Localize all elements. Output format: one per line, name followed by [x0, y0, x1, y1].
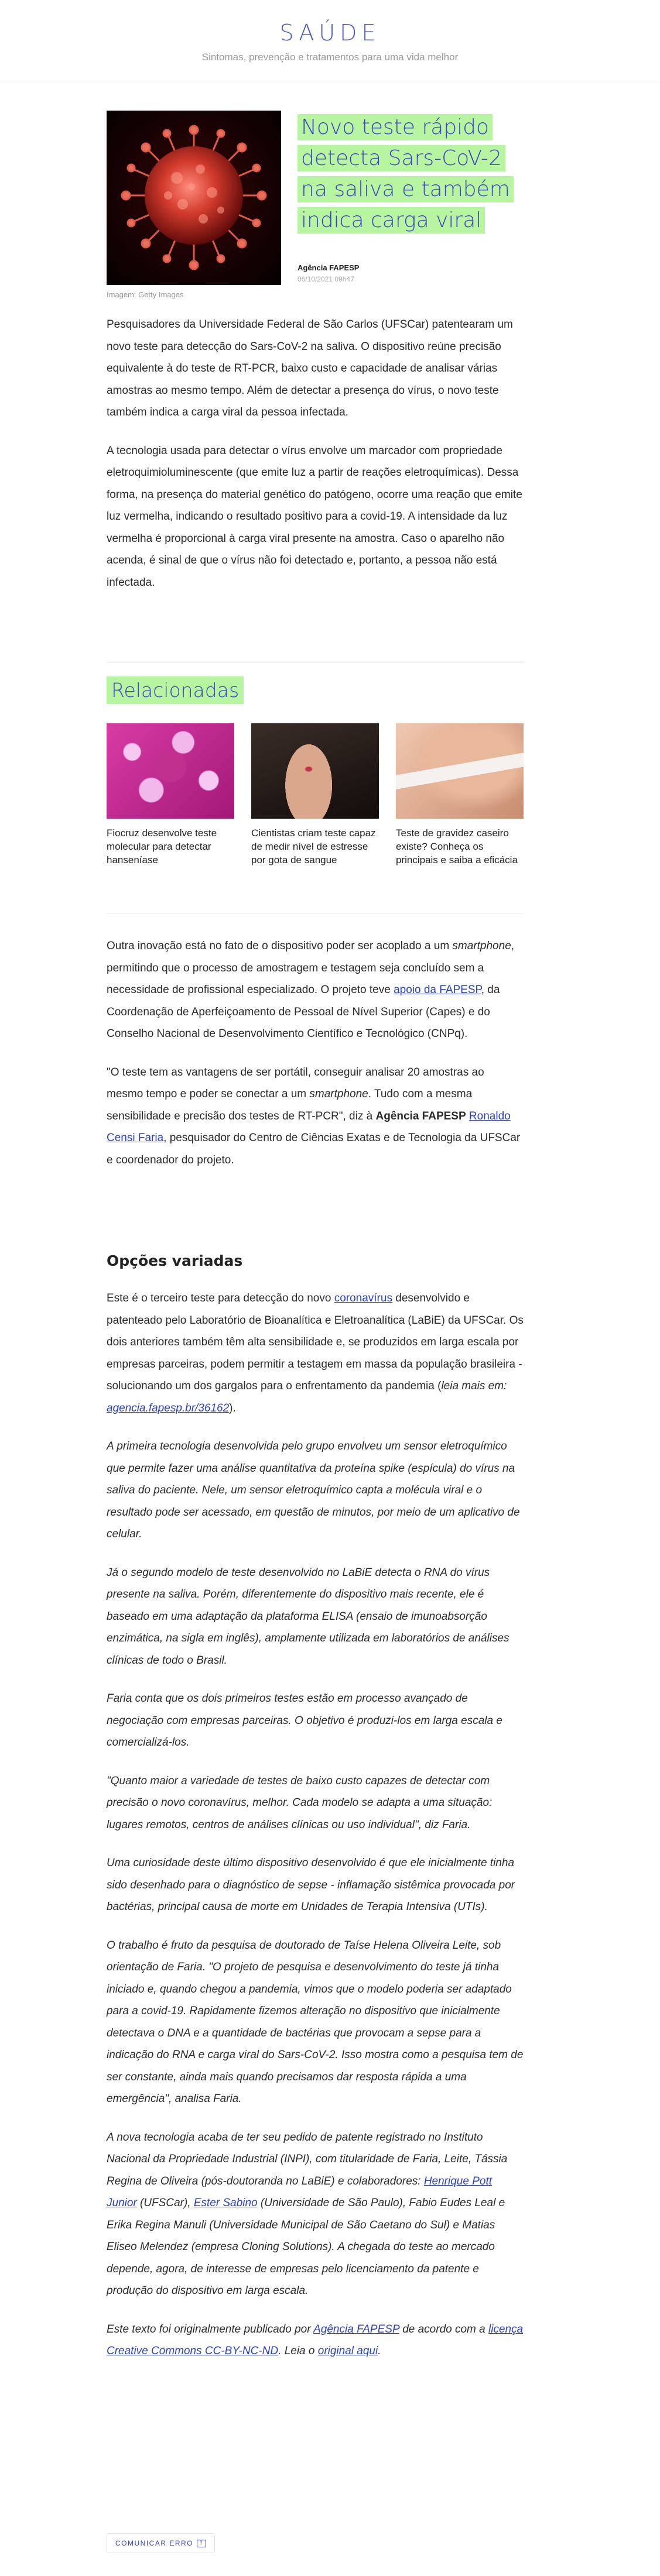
link-ronaldo-censi-faria[interactable]: Ronaldo Censi Faria — [107, 1110, 511, 1144]
section-heading: Opções variadas — [107, 1252, 243, 1269]
related-image-finger[interactable] — [251, 723, 379, 819]
virus-illustration — [107, 111, 281, 285]
link-coronavirus[interactable]: coronavírus — [334, 1292, 392, 1304]
related-image-pregnancy-test[interactable] — [396, 723, 524, 819]
link-henrique-pott-junior[interactable]: Henrique Pott Junior — [107, 2175, 493, 2209]
related-card[interactable] — [107, 723, 234, 867]
related-card[interactable] — [251, 723, 379, 867]
report-error-label: COMUNICAR ERRO — [115, 2539, 193, 2547]
paragraph-italic: O trabalho é fruto da pesquisa de doutorado de Taíse Helena Oliveira Leite, sob orientação de Faria. "O projeto de pesquisa e desenvolvimento do teste já tinha iniciado e, quando chegou a pandemia, vimos que o modelo poderia ser adaptado para a covid-19. Rapidamente fizemos alteração no dispositivo que inicialmente detectava o DNA e a quantidade de bactérias que provocam a sepse para a indicação do RNA e carga viral do Sars-CoV-2. Isso mostra como a pesquisa tem de ser constante, ainda mais quando precisamos dar resposta rápida a uma emergência", analisa Faria. — [107, 1939, 524, 2105]
link-apoio-fapesp[interactable]: apoio da FAPESP — [394, 984, 481, 996]
related-title[interactable]: Cientistas criam teste capaz de medir nível de estresse por gota de sangue — [251, 827, 376, 865]
speech-bubble-alert-icon: ! — [197, 2540, 206, 2547]
paragraph-italic: Faria conta que os dois primeiros testes estão em processo avançado de negociação com empresas parceiras. O objetivo é produzi-los em larga escala e comercializá-los. — [107, 1692, 502, 1749]
related-image-cells[interactable] — [107, 723, 234, 819]
article-hero-image — [107, 111, 281, 285]
link-ester-sabino[interactable]: Ester Sabino — [193, 2197, 258, 2209]
divider — [107, 662, 524, 663]
paragraph-italic: Já o segundo modelo de teste desenvolvido no LaBiE detecta o RNA do vírus presente na saliva. Porém, diferentemente do dispositivo mais recente, ele é baseado em uma adaptação da plataforma ELISA (ensaio de imunoabsorção enzimática, na sigla em inglês), amplamente utilizada em laboratórios de análises clínicas de todo o Brasil. — [107, 1566, 509, 1667]
paragraph: A tecnologia usada para detectar o vírus envolve um marcador com propriedade eletroquimioluminescente (que emite luz a partir de reações eletroquímicas). Dessa forma, na presença do material genético do patógeno, ocorre uma reação que emite luz vermelha, indicando o resultado positivo para a covid-19. A intensidade da luz vermelha é proporcional à carga viral presente na amostra. Caso o aparelho não acenda, é sinal de que o vírus não foi detectado e, portanto, a pessoa não está infectada. — [107, 444, 522, 589]
link-original[interactable]: original aqui — [317, 2345, 378, 2357]
related-title[interactable]: Teste de gravidez caseiro existe? Conheça os principais e saiba a eficácia — [396, 827, 518, 865]
paragraph-italic: A primeira tecnologia desenvolvida pelo grupo envolveu um sensor eletroquímico que permite fazer uma análise quantitativa da proteína spike (espícula) do vírus na saliva do paciente. Nele, um sensor eletroquímico capta a molécula viral e o resultado pode ser acessado, em questão de minutos, por meio de um aplicativo de celular. — [107, 1440, 520, 1540]
link-agencia-fapesp[interactable]: Agência FAPESP — [313, 2323, 399, 2335]
related-title[interactable]: Fiocruz desenvolve teste molecular para detectar hanseníase — [107, 827, 217, 865]
article-body-section — [107, 1287, 524, 2379]
article-date: 06/10/2021 09h47 — [297, 275, 354, 283]
paragraph-italic: Uma curiosidade deste último dispositivo desenvolvido é que ele inicialmente tinha sido desenhado para o diagnóstico de sepse - inflamação sistêmica provocada por bactérias, principal causa de morte em Unidades de Terapia Intensiva (UTIs). — [107, 1857, 515, 1913]
paragraph-italic: A nova tecnologia acaba de ter seu pedido de patente registrado no Instituto Nacional da Propriedade Industrial (INPI), com titularidade de Faria, Leite, Tássia Regina de Oliveira (pós-doutoranda no LaBiE) e colaboradores: Henrique Pott Junior (UFSCar), Ester Sabino (Universidade de São Paulo), Fabio Eudes Leal e Erika Regina Manuli (Universidade Municipal de São Caetano do Sul) e Matias Eliseo Melendez (empresa Cloning Solutions). A chegada do teste ao mercado depende, agora, de interesse de empresas pelo licenciamento da patente e produção do dispositivo em larga escala. — [107, 2131, 508, 2297]
article-title-text: Novo teste rápido detecta Sars-CoV-2 na saliva e também indica carga viral — [297, 114, 514, 233]
related-card[interactable] — [396, 723, 524, 867]
site-subtitle: Sintomas, prevenção e tratamentos para uma vida melhor — [201, 51, 459, 63]
article-body-main — [107, 935, 524, 1187]
paragraph: Pesquisadores da Universidade Federal de São Carlos (UFSCar) patentearam um novo teste para detecção do Sars-CoV-2 na saliva. O dispositivo reúne precisão equivalente à do teste de RT-PCR, baixo custo e capacidade de analisar várias amostras ao mesmo tempo. Além de detectar a presença do vírus, o novo teste também indica a carga viral da pessoa infectada. — [107, 318, 513, 418]
article-title — [297, 112, 520, 236]
paragraph: Outra inovação está no fato de o dispositivo poder ser acoplado a um smartphone, permitindo que o processo de amostragem e testagem seja concluído sem a necessidade de profissional especializado. O projeto teve apoio da FAPESP, da Coordenação de Aperfeiçoamento de Pessoal de Nível Superior (Capes) e do Conselho Nacional de Desenvolvimento Científico e Tecnológico (CNPq). — [107, 940, 515, 1040]
article-author: Agência FAPESP — [297, 263, 360, 272]
paragraph-credit: Este texto foi originalmente publicado por Agência FAPESP de acordo com a licença Creative Commons CC-BY-NC-ND. Leia o original aqui. — [107, 2323, 524, 2357]
link-agencia-fapesp-36162[interactable]: agencia.fapesp.br/36162 — [107, 1402, 230, 1414]
related-heading: Relacionadas — [107, 676, 244, 704]
link-creative-commons[interactable]: licença Creative Commons CC-BY-NC-ND — [107, 2323, 524, 2357]
article-body-intro — [107, 314, 524, 610]
report-error-button[interactable] — [107, 2533, 215, 2553]
site-header — [0, 0, 660, 81]
paragraph: "O teste tem as vantagens de ser portátil, conseguir analisar 20 amostras ao mesmo tempo e poder se conectar a um smartphone. Tudo com a mesma sensibilidade e precisão dos testes de RT-PCR", diz à Agência FAPESP Ronaldo Censi Faria, pesquisador do Centro de Ciências Exatas e de Tecnologia da UFSCar e coordenador do projeto. — [107, 1066, 521, 1166]
paragraph: Este é o terceiro teste para detecção do novo coronavírus desenvolvido e patenteado pelo Laboratório de Bioanalítica e Eletroanalítica (LaBiE) da UFSCar. Os dois anteriores também têm alta sensibilidade e, se produzidos em larga escala por empresas parceiras, podem permitir a testagem em massa da população brasileira - solucionando um dos gargalos para o enfrentamento da pandemia (leia mais em: agencia.fapesp.br/36162). — [107, 1292, 524, 1414]
site-title[interactable]: SAÚDE — [279, 20, 381, 46]
paragraph-italic: "Quanto maior a variedade de testes de baixo custo capazes de detectar com precisão o novo coronavírus, melhor. Cada modelo se adapta a uma situação: lugares remotos, centros de análises clínicas ou uso individual", diz Faria. — [107, 1774, 493, 1831]
image-caption: Imagem: Getty Images — [107, 290, 184, 299]
